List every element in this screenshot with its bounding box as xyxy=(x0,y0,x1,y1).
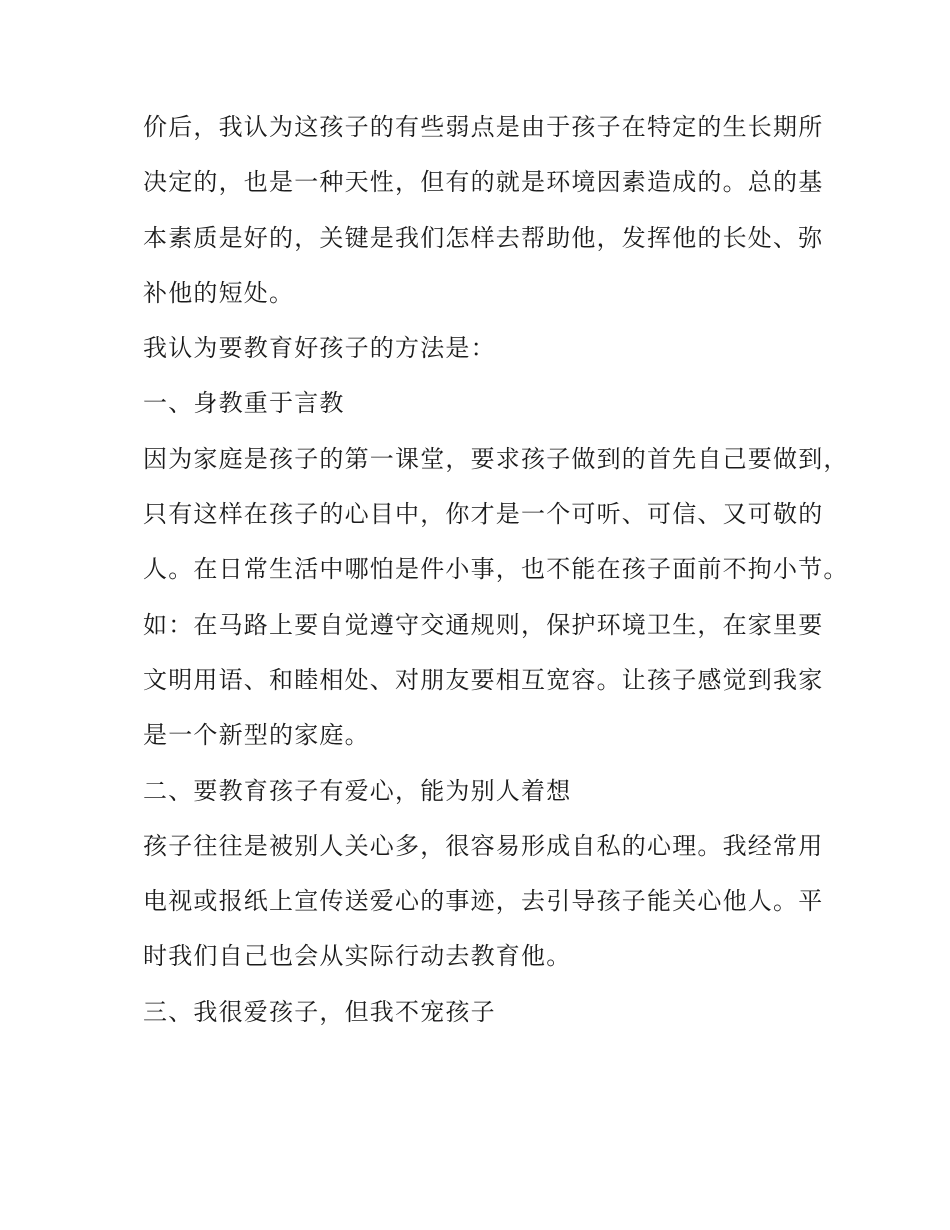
text-line: 电视或报纸上宣传送爱心的事迹，去引导孩子能关心他人。平 xyxy=(143,887,824,916)
text-line: 孩子往往是被别人关心多，很容易形成自私的心理。我经常用 xyxy=(143,831,824,860)
text-line: 文明用语、和睦相处、对朋友要相互宽容。让孩子感觉到我家 xyxy=(143,665,824,694)
text-line: 因为家庭是孩子的第一课堂，要求孩子做到的首先自己要做到， xyxy=(143,444,849,473)
text-line: 决定的，也是一种天性，但有的就是环境因素造成的。总的基 xyxy=(143,168,824,197)
section-heading: 三、我很爱孩子，但我不宠孩子 xyxy=(143,997,496,1026)
text-line: 如：在马路上要自觉遵守交通规则，保护环境卫生，在家里要 xyxy=(143,610,824,639)
section-heading: 二、要教育孩子有爱心，能为别人着想 xyxy=(143,776,572,805)
text-line: 本素质是好的，关键是我们怎样去帮助他，发挥他的长处、弥 xyxy=(143,223,824,252)
text-line: 人。在日常生活中哪怕是件小事，也不能在孩子面前不拘小节。 xyxy=(143,555,849,584)
text-line: 补他的短处。 xyxy=(143,278,295,307)
text-line: 时我们自己也会从实际行动去教育他。 xyxy=(143,942,572,971)
text-line: 我认为要教育好孩子的方法是： xyxy=(143,334,496,363)
text-line: 只有这样在孩子的心目中，你才是一个可听、可信、又可敬的 xyxy=(143,500,824,529)
section-heading: 一、身教重于言教 xyxy=(143,389,345,418)
text-line: 是一个新型的家庭。 xyxy=(143,721,370,750)
text-line: 价后，我认为这孩子的有些弱点是由于孩子在特定的生长期所 xyxy=(143,113,824,141)
document-body xyxy=(143,100,849,1040)
